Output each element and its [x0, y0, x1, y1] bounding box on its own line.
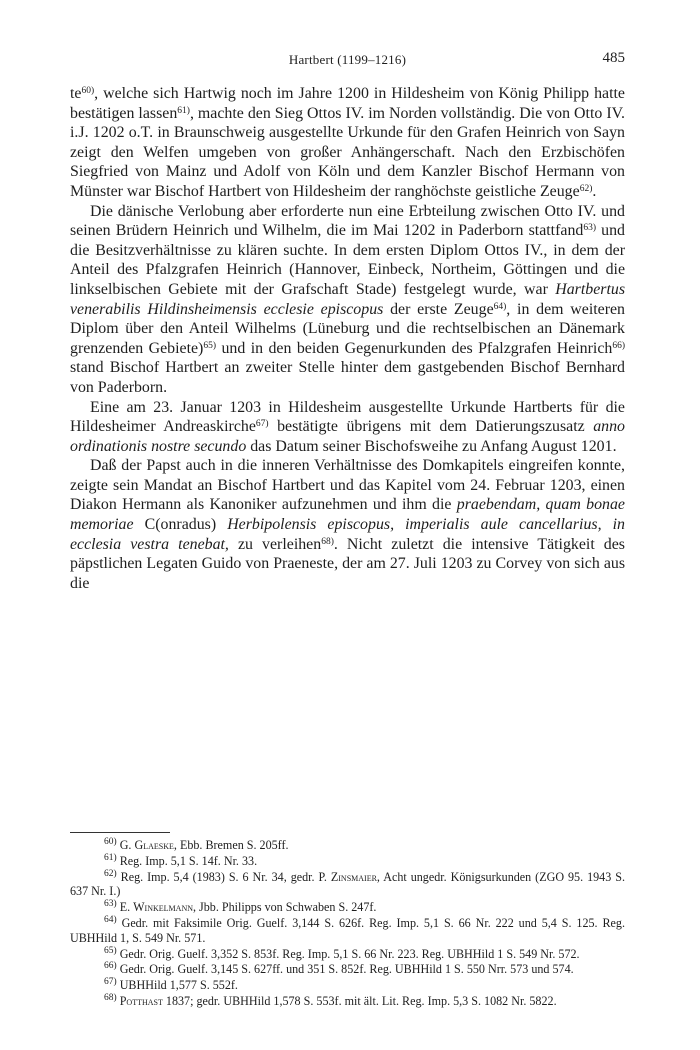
footnote-divider [70, 832, 170, 833]
footnote-mark: 61) [104, 852, 117, 863]
latin-quote: Herbipolensis episcopus, imperialis aule cancellarius, in ecclesia vestra tenebat, [70, 516, 625, 553]
footnote-mark: 60) [104, 837, 117, 847]
footnote-67 [70, 978, 625, 993]
author-name: Winkelmann [133, 900, 193, 915]
footnote-ref-62: 62) [579, 183, 593, 194]
text-run: , Ebb. Bremen S. 205ff. [173, 838, 289, 852]
page-header [70, 52, 625, 72]
footnote-ref-65: 65) [203, 340, 217, 351]
main-text [70, 84, 625, 593]
text-run: 1837; gedr. UBHHild 1,578 S. 553f. mit ält. Lit. Reg. Imp. 5,3 S. 1082 Nr. 5822. [162, 993, 557, 1008]
footnote-mark: 68) [104, 992, 117, 1003]
text-run: und in den beiden Gegenurkunden des Pfalzgrafen Heinrich [216, 339, 613, 357]
text-run: E. [116, 900, 134, 915]
page-number: 485 [602, 50, 625, 66]
text-run: Gedr. Orig. Guelf. 3,352 S. 853f. Reg. Imp. 5,1 S. 66 Nr. 223. Reg. UBHHild 1 S. 549 Nr. 572. [116, 946, 580, 961]
footnote-62 [70, 870, 625, 900]
latin-quote: anno ordinationis nostre secundo [70, 418, 625, 455]
text-run: das Datum seiner Bischofsweihe zu Anfang August 1201. [246, 437, 617, 455]
footnote-68 [70, 994, 625, 1009]
paragraph-2 [70, 202, 625, 398]
text-run: UBHHild 1,577 S. 552f. [116, 978, 238, 993]
text-run: Daß der Papst auch in die inneren Verhältnisse des Domkapitels eingreifen konnte, zeigte sein Mandat an Bischof Hartbert und das Kapitel vom 24. Februar 1203, einen Diakon Hermann als Kanoniker aufzunehmen und ihm die [70, 457, 625, 514]
text-run: Gedr. mit Faksimile Orig. Guelf. 3,144 S. 626f. Reg. Imp. 5,1 S. 66 Nr. 222 und 5,4 S. 125. Reg. UBHHild 1, S. 549 Nr. 571. [70, 915, 625, 945]
footnote-ref-60: 60) [81, 86, 95, 96]
text-run: zu verleihen [228, 535, 322, 553]
text-run: stand Bischof Hartbert an zweiter Stelle hinter dem gastgebenden Bischof Bernhard von Paderborn. [70, 359, 625, 396]
footnote-mark: 67) [104, 977, 117, 988]
text-run: G. [116, 838, 135, 852]
text-run: , Acht ungedr. Königsurkunden (ZGO 95. 1943 S. 637 Nr. I.) [70, 869, 625, 899]
paragraph-4 [70, 456, 625, 593]
text-run: Gedr. Orig. Guelf. 3,145 S. 627ff. und 351 S. 852f. Reg. UBHHild 1 S. 550 Nrr. 573 und 574. [116, 962, 574, 977]
text-run: . [592, 182, 597, 200]
footnote-mark: 63) [104, 899, 117, 910]
text-run: , welche sich Hartwig noch im Jahre 1200 in Hildesheim von König Philipp hatte bestätigen lassen [70, 85, 625, 122]
running-head: Hartbert (1199–1216) [288, 52, 407, 67]
footnote-ref-66: 66) [612, 340, 626, 351]
text-run: , Jbb. Philipps von Schwaben S. 247f. [193, 900, 377, 915]
paragraph-1 [70, 84, 625, 202]
text-run: . Nicht zuletzt die intensive Tätigkeit des päpstlichen Legaten Guido von Praeneste, der am 27. Juli 1203 zu Corvey von sich aus die [70, 535, 625, 592]
text-run: Eine am 23. Januar 1203 in Hildesheim ausgestellte Urkunde Hartberts für die Hildesheimer Andreaskirche [70, 398, 625, 436]
footnote-mark: 62) [104, 868, 117, 879]
text-run: , in dem weiteren Diplom über den Anteil Wilhelms (Lüneburg und die rechtselbischen an Dänemark grenzenden Gebiete) [70, 300, 625, 357]
footnote-ref-68: 68) [321, 536, 334, 547]
footnote-63 [70, 900, 625, 915]
footnotes [70, 838, 625, 1010]
footnote-ref-64: 64) [493, 301, 507, 312]
text-run: und die Besitzverhältnisse zu klären suchte. In dem ersten Diplom Ottos IV., in dem der Anteil des Pfalzgrafen Heinrich (Hannover, Einbeck, Northeim, Göttingen und die linkselbischen Gebiete mit der Grafschaft Stade) festgelegt wurde, war [70, 222, 625, 298]
footnote-mark: 66) [104, 961, 117, 972]
text-run: te [70, 85, 82, 102]
author-name: Glaeske [134, 838, 174, 852]
footnote-66 [70, 962, 625, 977]
footnote-60 [70, 838, 625, 853]
text-run: bestätigte übrigens mit dem Datierungszusatz [268, 418, 594, 436]
author-name: Potthast [119, 993, 163, 1008]
latin-quote: Hartbertus venerabilis Hildinsheimensis ecclesie episcopus [70, 280, 625, 318]
text-run: C(onradus) [133, 516, 228, 534]
footnote-65 [70, 947, 625, 962]
footnote-mark: 65) [104, 945, 117, 956]
paragraph-3 [70, 398, 625, 457]
text-run: , machte den Sieg Ottos IV. im Norden vollständig. Die von Otto IV. i.J. 1202 o.T. in Braunschweig ausgestellte Urkunde für den Grafen Heinrich von Sayn zeigt den Welfen umgeben von großer Anhängerschaft. Nach den Erzbischöfen Siegfried von Mainz und Adolf von Köln und dem Kanzler Bischof Hermann von Münster war Bischof Hartbert von Hildesheim der ranghöchste geistliche Zeuge [70, 104, 626, 200]
footnote-ref-67: 67) [255, 419, 269, 430]
latin-quote: praebendam, quam bonae memoriae [70, 496, 625, 534]
text-run: Reg. Imp. 5,4 (1983) S. 6 Nr. 34, gedr. P. [116, 869, 331, 884]
footnote-mark: 64) [104, 914, 117, 925]
text-run: Die dänische Verlobung aber erforderte nun eine Erbteilung zwischen Otto IV. und seinen Brüdern Heinrich und Wilhelm, die im Mai 1202 in Paderborn stattfand [70, 202, 625, 240]
footnote-64 [70, 916, 625, 946]
footnote-ref-61: 61) [177, 105, 190, 116]
text-run: Reg. Imp. 5,1 S. 14f. Nr. 33. [116, 853, 258, 868]
author-name: Zinsmaier [330, 869, 377, 884]
footnote-ref-63: 63) [583, 223, 597, 234]
text-run: der erste Zeuge [383, 300, 494, 318]
footnote-61 [70, 854, 625, 869]
